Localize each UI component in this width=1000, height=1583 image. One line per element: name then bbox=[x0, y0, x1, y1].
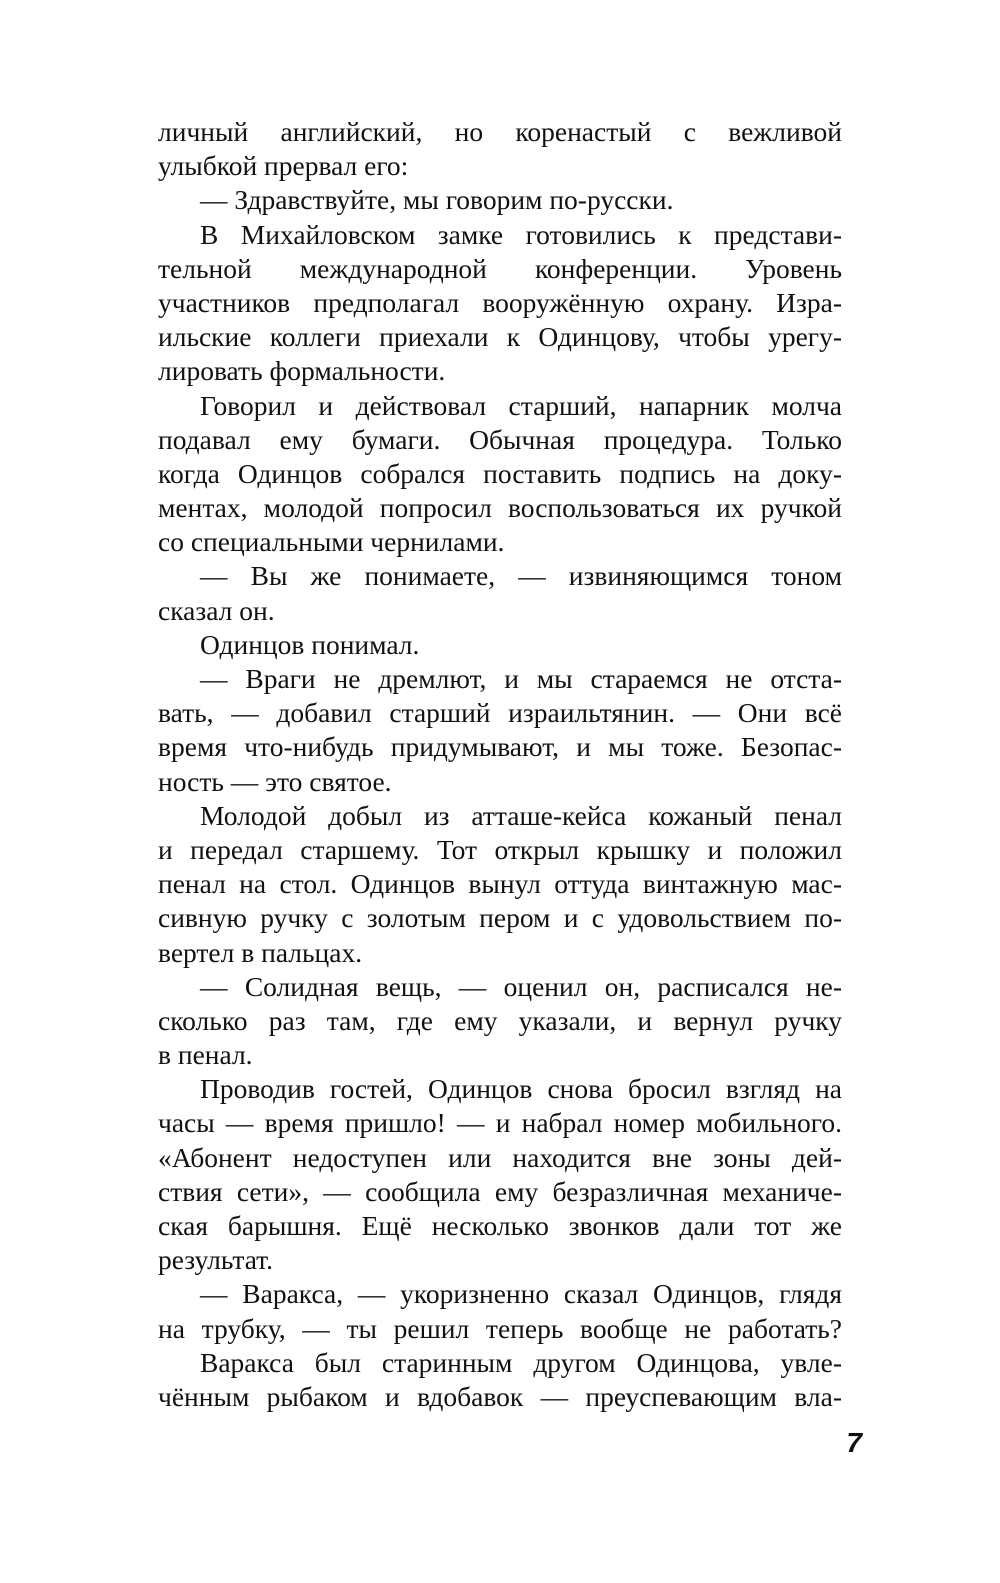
body-text bbox=[158, 115, 842, 1414]
page-number: 7 bbox=[846, 1427, 862, 1458]
text-line: лировать формальности. bbox=[158, 355, 446, 387]
text-line: и передал старшему. Тот открыл крышку и положил bbox=[158, 833, 842, 865]
text-line: — Вы же понимаете, — извиняющимся тоном bbox=[200, 560, 842, 592]
text-line: ствия сети», — сообщила ему безразличная механиче- bbox=[158, 1175, 842, 1207]
text-line: ская барышня. Ещё несколько звонков дали тот же bbox=[158, 1210, 842, 1241]
text-line: вертел в пальцах. bbox=[158, 936, 363, 968]
text-line: — Солидная вещь, — оценил он, расписался не- bbox=[200, 970, 842, 1002]
text-line: ильские коллеги приехали к Одинцову, чтобы урегу- bbox=[158, 321, 842, 353]
text-line: на трубку, — ты решил теперь вообще не работать? bbox=[158, 1312, 842, 1344]
text-line: «Абонент недоступен или находится вне зоны дей- bbox=[158, 1141, 842, 1173]
text-line: сивную ручку с золотым пером и с удовольствием по- bbox=[158, 902, 842, 934]
text-line: со специальными чернилами. bbox=[158, 526, 505, 558]
text-line: — Здравствуйте, мы говорим по-русски. bbox=[200, 184, 674, 216]
text-line: Говорил и действовал старший, напарник молча bbox=[200, 389, 842, 421]
text-line: в пенал. bbox=[158, 1039, 253, 1071]
text-line: В Михайловском замке готовились к представи- bbox=[200, 218, 842, 250]
text-line: личный английский, но коренастый с вежливой bbox=[158, 116, 842, 147]
text-line: участников предполагал вооружённую охрану. Изра- bbox=[158, 286, 842, 318]
text-line: — Враги не дремлют, и мы стараемся не отста- bbox=[200, 663, 842, 694]
text-line: пенал на стол. Одинцов вынул оттуда винтажную мас- bbox=[158, 868, 842, 900]
text-line: Варакса был старинным другом Одинцова, увле- bbox=[200, 1346, 842, 1378]
text-line: Одинцов понимал. bbox=[200, 628, 420, 660]
text-line: улыбкой прервал его: bbox=[158, 150, 409, 182]
text-line: Молодой добыл из атташе-кейса кожаный пенал bbox=[200, 799, 842, 831]
text-line: часы — время пришло! — и набрал номер мобильного. bbox=[158, 1107, 842, 1139]
text-line: — Варакса, — укоризненно сказал Одинцов, глядя bbox=[200, 1278, 842, 1310]
text-line: Проводив гостей, Одинцов снова бросил взгляд на bbox=[200, 1073, 842, 1105]
text-line: сколько раз там, где ему указали, и вернул ручку bbox=[158, 1004, 842, 1036]
text-line: сказал он. bbox=[158, 594, 275, 626]
text-line: тельной международной конференции. Уровень bbox=[158, 252, 842, 284]
text-line: ментах, молодой попросил воспользоваться их ручкой bbox=[158, 492, 842, 524]
text-line: результат. bbox=[158, 1244, 274, 1276]
text-line: ность — это святое. bbox=[158, 765, 392, 797]
text-line: чённым рыбаком и вдобавок — преуспевающим вла- bbox=[158, 1380, 842, 1412]
text-line: время что-нибудь придумывают, и мы тоже. Безопас- bbox=[158, 731, 842, 763]
text-line: подавал ему бумаги. Обычная процедура. Только bbox=[158, 423, 842, 455]
text-line: вать, — добавил старший израильтянин. — Они всё bbox=[158, 697, 842, 729]
text-line: когда Одинцов собрался поставить подпись на доку- bbox=[158, 457, 842, 489]
